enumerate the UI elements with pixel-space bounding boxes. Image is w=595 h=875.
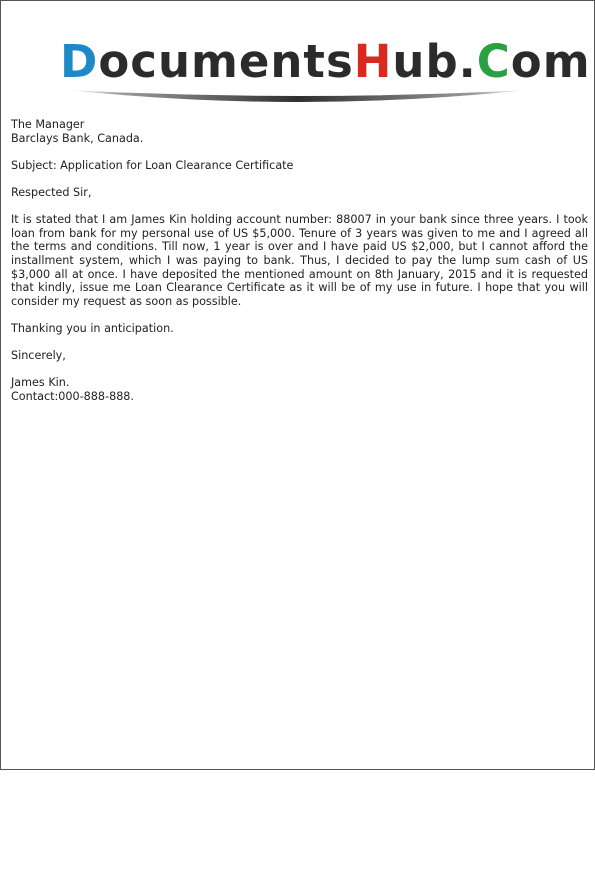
sender-name: James Kin. — [11, 376, 70, 390]
letter-paragraph: It is stated that I am James Kin holding account number: 88007 in your bank since three years. I took loan from bank for my personal use of US $5,000. Tenure of 3 years was given to me and I agreed all the terms and conditions. Till now, 1 year is over and I have paid US $2,000, but I cannot afford the installment system, which I was paying to bank. Thus, I decided to pay the lump sum cash of US $3,000 all at once. I have deposited the mentioned amount on 8th January, 2015 and it is requested that kindly, issue me Loan Clearance Certificate as it will be of my use in future. I hope that you will consider my request as soon as possible. — [11, 213, 588, 308]
subject-line: Subject: Application for Loan Clearance Certificate — [11, 158, 294, 172]
closing-line: Thanking you in anticipation. — [11, 321, 174, 335]
recipient-block — [11, 118, 588, 145]
documentshub-logo — [60, 35, 591, 110]
letter-body — [11, 118, 588, 417]
recipient-address: Barclays Bank, Canada. — [11, 131, 144, 145]
sign-off: Sincerely, — [11, 349, 66, 363]
logo-text-ocuments: ocuments — [98, 35, 354, 88]
recipient-title: The Manager — [11, 118, 85, 131]
sender-contact: Contact:000-888-888. — [11, 389, 134, 403]
logo-text-ub: ub. — [392, 35, 477, 88]
logo-letter-d: D — [60, 35, 99, 88]
salutation: Respected Sir, — [11, 185, 92, 199]
logo-letter-c: C — [476, 35, 511, 88]
logo-text-om: om — [510, 35, 591, 88]
sender-block — [11, 376, 588, 403]
logo-swoosh-icon — [68, 88, 528, 110]
logo-wordmark — [60, 35, 591, 88]
logo-letter-h: H — [353, 35, 393, 88]
